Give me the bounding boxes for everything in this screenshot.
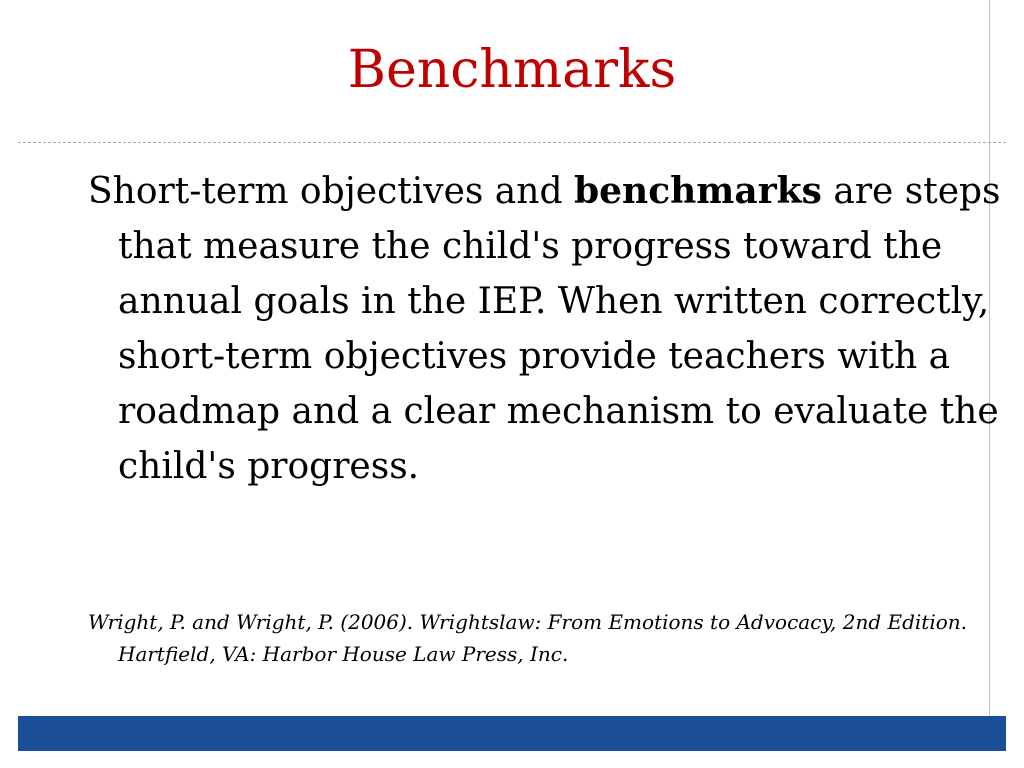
footer-bar <box>18 716 1006 751</box>
body-text-rest: are steps that measure the child's progress toward the annual goals in the IEP. When written correctly, short-term objectives provide teachers with a roadmap and a clear mechanism to evaluate the child's progress. <box>118 171 1001 487</box>
body-text-bold: benchmarks <box>573 170 822 212</box>
slide-title: Benchmarks <box>347 40 677 100</box>
body-paragraph <box>88 164 1008 494</box>
citation: Wright, P. and Wright, P. (2006). Wrightslaw: From Emotions to Advocacy, 2nd Edition. Hartfield, VA: Harbor House Law Press, Inc. <box>88 610 968 666</box>
title-divider <box>18 142 1006 143</box>
body-text-start: Short-term objectives and <box>88 171 574 212</box>
